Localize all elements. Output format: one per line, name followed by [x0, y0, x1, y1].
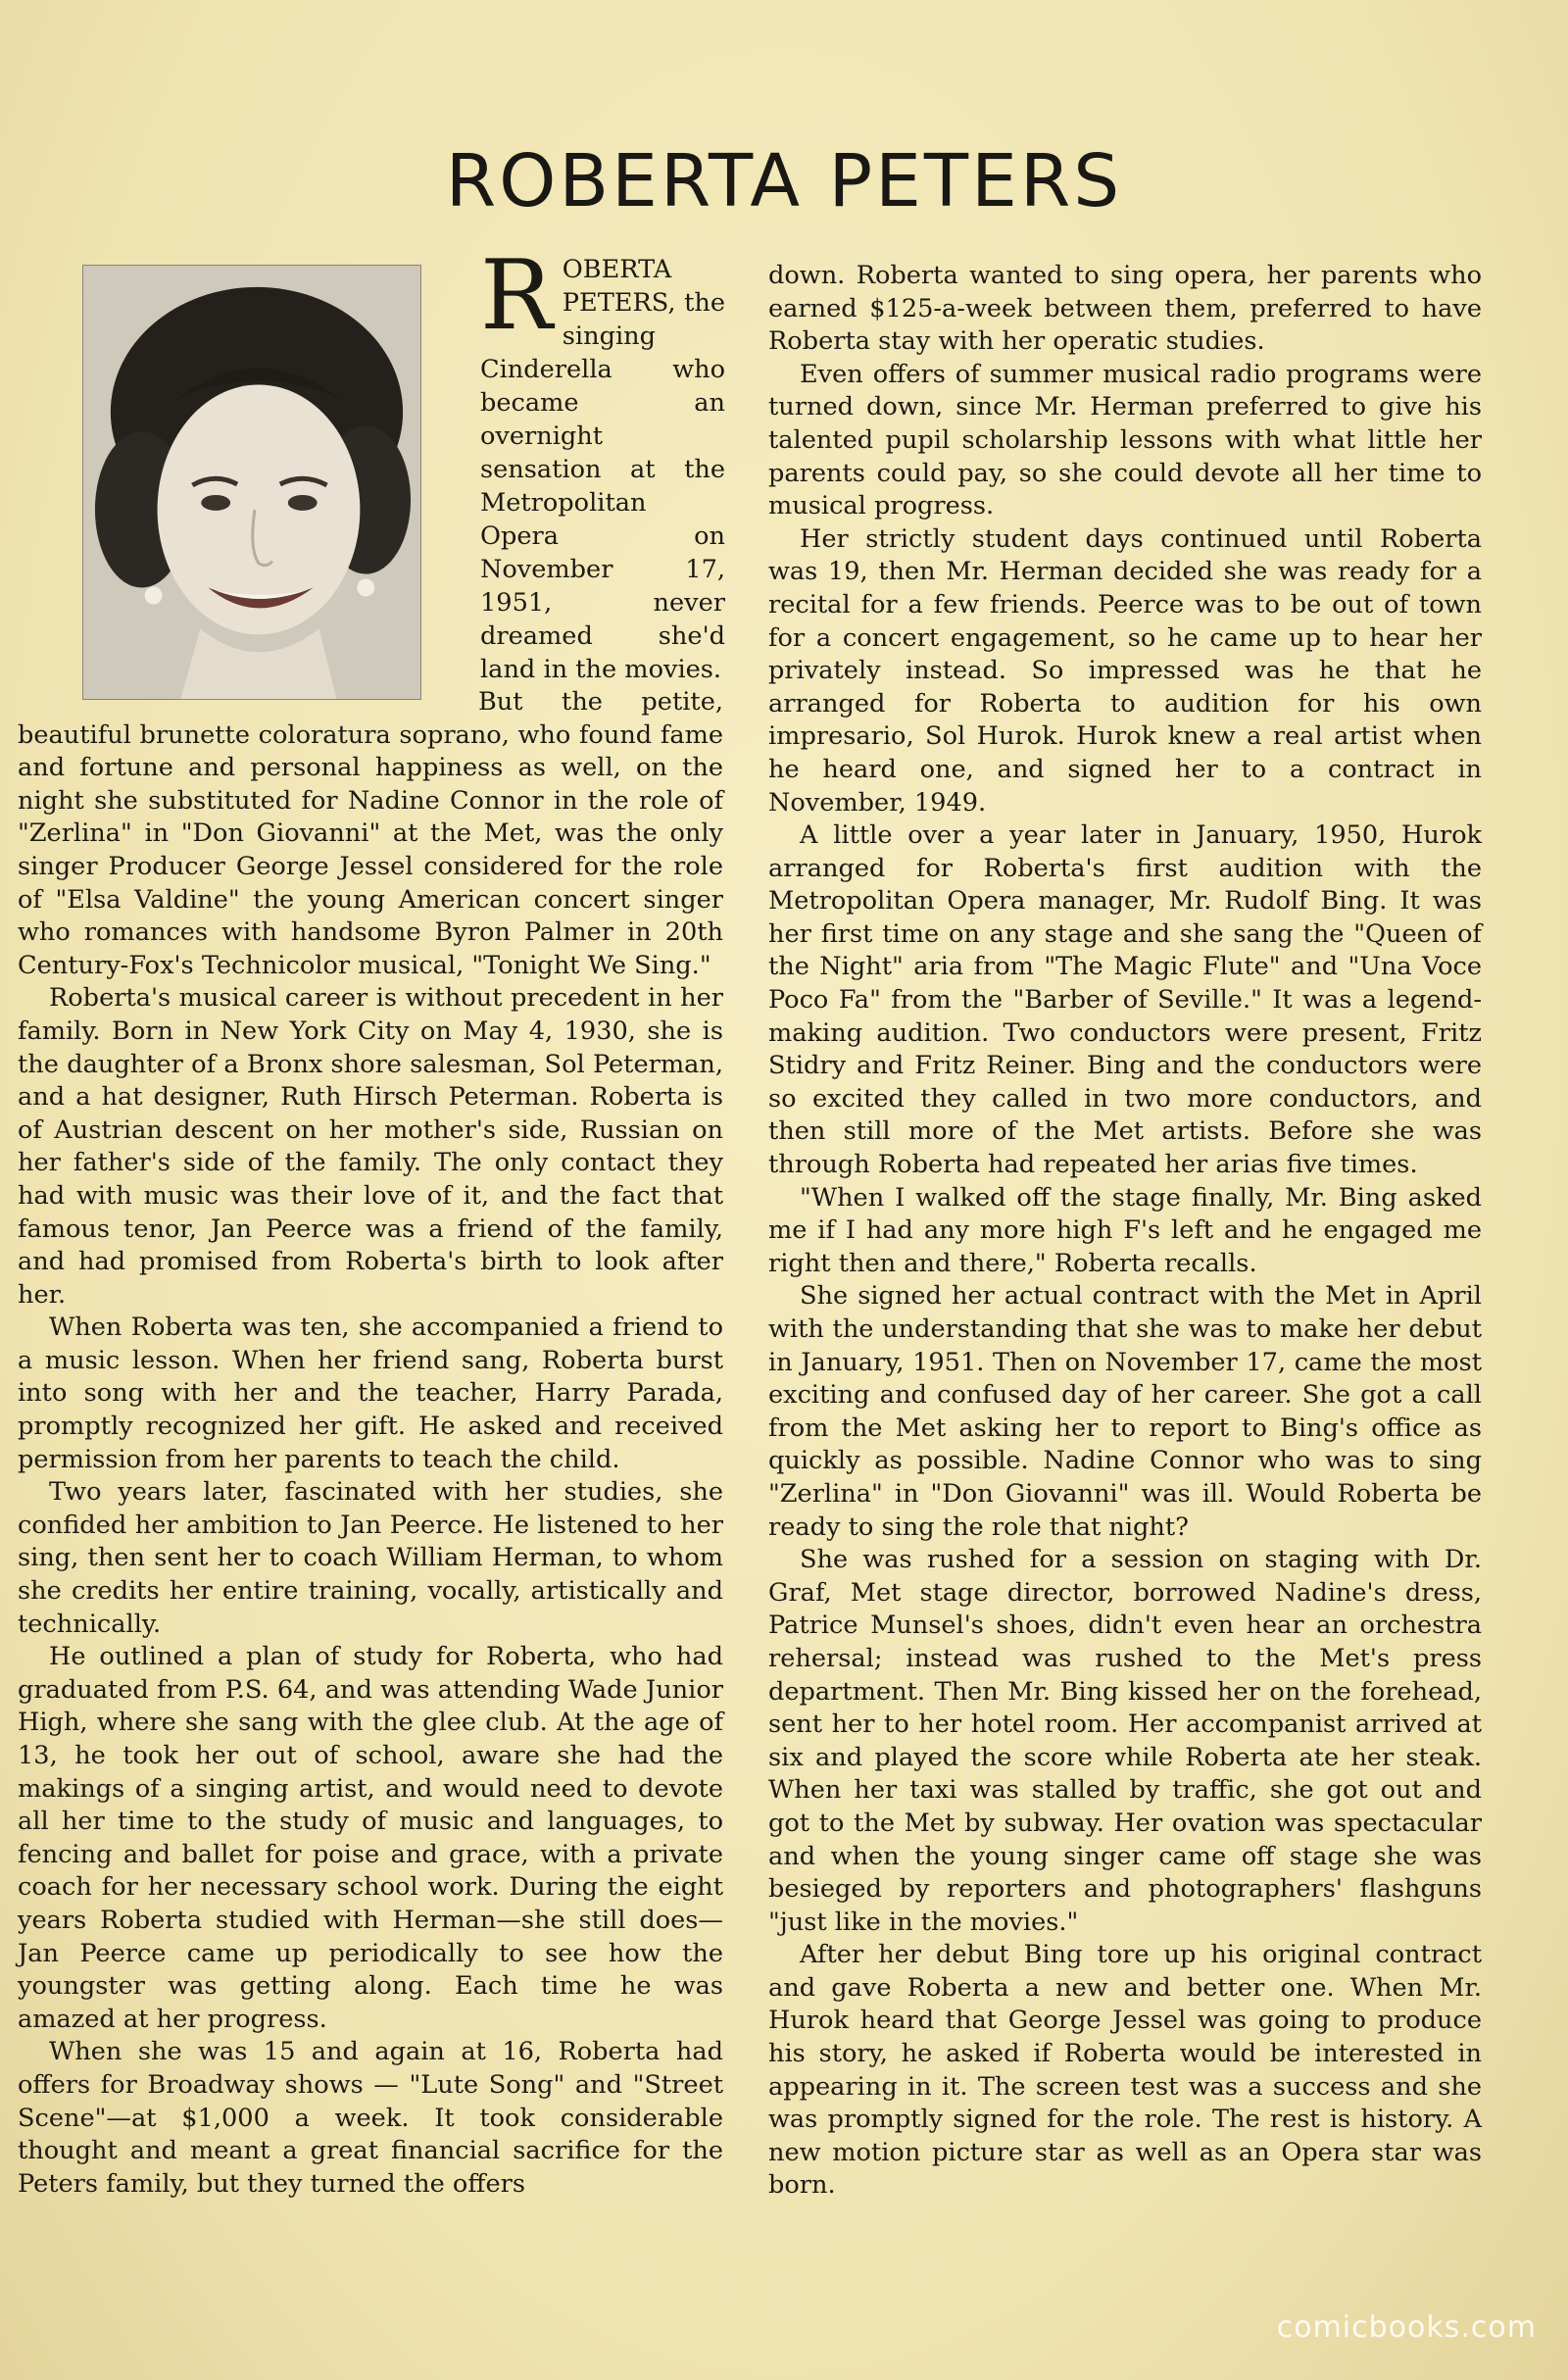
paragraph: A little over a year later in January, 1950, Hurok arranged for Roberta's first audition with the Metropolitan Opera manager, Mr. Rudolf Bing. It was her first time on any stage and she sang the "Queen of the Night" aria from "The Magic Flute" and "Una Voce Poco Fa" from the "Barber of Seville." It was a legend-making audition. Two conductors were present, Fritz Stidry and Fritz Reiner. Bing and the conductors were so excited they called in two more conductors, and then still more of the Met artists. Before she was through Roberta had repeated her arias five times. [768, 820, 1482, 1180]
paragraph: She signed her actual contract with the Met in April with the understanding that she was to make her debut in January, 1951. Then on November 17, came the most exciting and confused day of her career. She got a call from the Met asking her to report to Bing's office as quickly as possible. Nadine Connor who was to sing "Zerlina" in "Don Giovanni" was ill. Would Roberta be ready to sing the role that night? [768, 1281, 1482, 1542]
paragraph: Her strictly student days continued until Roberta was 19, then Mr. Herman decided she was ready for a recital for a few friends. Peerce was to be out of town for a concert engagement, so he came up to hear her privately instead. So impressed was he that he arranged for Roberta to audition for his own impresario, Sol Hurok. Hurok knew a real artist when he heard one, and signed her to a contract in November, 1949. [768, 523, 1482, 818]
paragraph: After her debut Bing tore up his original contract and gave Roberta a new and better one. When Mr. Hurok heard that George Jessel was going to produce his story, he asked if Roberta would be interested in appearing in it. The screen test was a success and she was promptly signed for the role. The rest is history. A new motion picture star as well as an Opera star was born. [768, 1940, 1482, 2201]
paragraph: He outlined a plan of study for Roberta, who had graduated from P.S. 64, and was attending Wade Junior High, where she sang with the glee club. At the age of 13, he took her out of school, aware she had the makings of a singing artist, and would need to devote all her time to the study of music and languages, to fencing and ballet for poise and grace, with a private coach for her necessary school work. During the eight years Roberta studied with Herman—she still does—Jan Peerce came up periodically to see how the youngster was getting along. Each time he was amazed at her progress. [18, 1642, 723, 2034]
portrait-illustration [83, 266, 420, 699]
article-title: ROBERTA PETERS [445, 139, 1123, 223]
watermark: comicbooks.com [1276, 2310, 1537, 2345]
paragraph: Roberta's musical career is without precedent in her family. Born in New York City on May 4, 1930, she is the daughter of a Bronx shore salesman, Sol Peterman, and a hat designer, Ruth Hirsch Peterman. Roberta is of Austrian descent on her mother's side, Russian on her father's side of the family. The only contact they had with music was their love of it, and the fact that famous tenor, Jan Peerce was a friend of the family, and had promised from Roberta's birth to look after her. [18, 983, 723, 1310]
paragraph: Even offers of summer musical radio programs were turned down, since Mr. Herman preferred to give his talented pupil scholarship lessons with what little her parents could pay, so she could devote all her time to musical progress. [768, 359, 1482, 521]
paragraph: But the petite, beautiful brunette coloratura soprano, who found fame and fortune and personal happiness as well, on the night she substituted for Nadine Connor in the role of "Zerlina" in "Don Giovanni" at the Met, was the only singer Producer George Jessel considered for the role of "Elsa Valdine" the young American concert singer who romances with handsome Byron Palmer in 20th Century-Fox's Technicolor musical, "Tonight We Sing." [18, 687, 723, 980]
left-column [18, 686, 723, 2201]
intro-column [480, 240, 725, 686]
paragraph: down. Roberta wanted to sing opera, her parents who earned $125-a-week between them, preferred to have Roberta stay with her operatic studies. [768, 261, 1482, 357]
right-column [768, 260, 1482, 2203]
paragraph: She was rushed for a session on staging with Dr. Graf, Met stage director, borrowed Nadine's dress, Patrice Munsel's shoes, didn't even hear an orchestra rehersal; instead was rushed to the Met's press department. Then Mr. Bing kissed her on the forehead, sent her to her hotel room. Her accompanist arrived at six and played the score while Roberta ate her steak. When her taxi was stalled by traffic, she got out and got to the Met by subway. Her ovation was spectacular and when the young singer came off stage she was besieged by reporters and photographers' flashguns "just like in the movies." [768, 1545, 1482, 1937]
paragraph: When Roberta was ten, she accompanied a friend to a music lesson. When her friend sang, Roberta burst into song with her and the teacher, Harry Parada, promptly recognized her gift. He asked and received permission from her parents to teach the child. [18, 1313, 723, 1474]
paragraph: Two years later, fascinated with her studies, she confided her ambition to Jan Peerce. He listened to her sing, then sent her to coach William Herman, to whom she credits her entire training, vocally, artistically and technically. [18, 1477, 723, 1639]
drop-cap: R [480, 240, 553, 352]
portrait-photo [82, 265, 421, 700]
paragraph: "When I walked off the stage finally, Mr. Bing asked me if I had any more high F's left and he engaged me right then and there," Roberta recalls. [768, 1182, 1482, 1278]
intro-text: OBERTA PETERS, the singing Cinderella who became an overnight sensation at the Metropolitan Opera on November 17, 1951, never dreamed she'd land in the movies. [480, 255, 725, 684]
paragraph: When she was 15 and again at 16, Roberta had offers for Broadway shows — "Lute Song" and "Street Scene"—at $1,000 a week. It took considerable thought and meant a great financial sacrifice for the Peters family, but they turned the offers [18, 2037, 723, 2199]
